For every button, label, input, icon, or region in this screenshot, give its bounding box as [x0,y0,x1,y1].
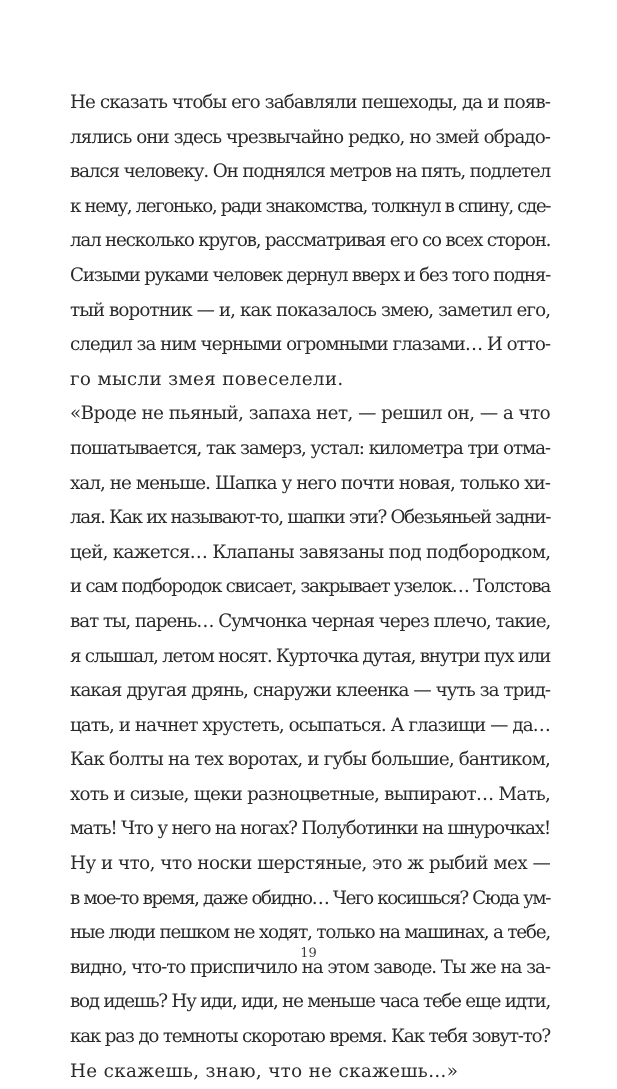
text-line: мать! Что у него на ногах? Полуботинки на шнурочках! [70,818,550,840]
text-line: как раз до темноты скоротаю время. Как тебя зовут-то? [70,1026,550,1048]
page-number: 19 [300,946,317,961]
text-line: вод идешь? Ну иди, иди, не меньше часа тебе еще идти, [70,991,550,1013]
text-line: видно, что-то приспичило на этом заводе. Ты же на за- [70,956,550,978]
text-line: Ну и что, что носки шерстяные, это ж рыбий мех — [70,853,551,875]
text-line: какая другая дрянь, снаружи клеенка — чуть за трид- [70,680,551,702]
text-line: цать, и начнет хрустеть, осыпаться. А глазищи — да… [70,714,550,736]
text-line: лая. Как их называют-то, шапки эти? Обезьяньей задни- [70,507,551,529]
text-line: в мое-то время, даже обидно… Чего косишься? Сюда ум- [70,887,550,909]
text-block [70,86,550,1089]
text-line: Сизыми руками человек дернул вверх и без того подня- [70,264,550,286]
text-line: ват ты, парень… Сумчонка черная через плечо, такие, [70,610,551,632]
text-line: цей, кажется… Клапаны завязаны под подбородком, [70,541,551,563]
text-line: Не скажешь, знаю, что не скажешь…» [70,1060,459,1082]
text-line: хал, не меньше. Шапка у него почти новая, только хи- [70,472,550,494]
text-line: лал несколько кругов, рассматривая его со всех сторон. [70,230,551,252]
text-line: вался человеку. Он поднялся метров на пять, подлетел [70,161,551,183]
text-line: ные люди пешком не ходят, только на машинах, а тебе, [70,922,550,944]
text-line: хоть и сизые, щеки разноцветные, выпирают… Мать, [70,783,550,805]
text-line: го мысли змея повеселели. [70,368,344,390]
text-line: лялись они здесь чрезвычайно редко, но змей обрадо- [70,126,550,148]
text-line: пошатывается, так замерз, устал: километра три отма- [70,437,550,459]
text-line: к нему, легонько, ради знакомства, толкнул в спину, сде- [70,195,550,217]
text-line: тый воротник — и, как показалось змею, заметил его, [70,299,551,321]
text-line: и сам подбородок свисает, закрывает узелок… Толстова [70,576,550,598]
text-line: я слышал, летом носят. Курточка дутая, внутри пух или [70,645,550,667]
text-line: Не сказать чтобы его забавляли пешеходы, да и появ- [70,92,551,113]
paragraph-1 [70,86,550,397]
paragraph-2 [70,397,550,1089]
text-line: «Вроде не пьяный, запаха нет, — решил он, — а что [70,403,551,425]
text-line: Как болты на тех воротах, и губы большие, бантиком, [70,749,550,771]
text-line: следил за ним черными огромными глазами… И отто- [70,334,551,356]
